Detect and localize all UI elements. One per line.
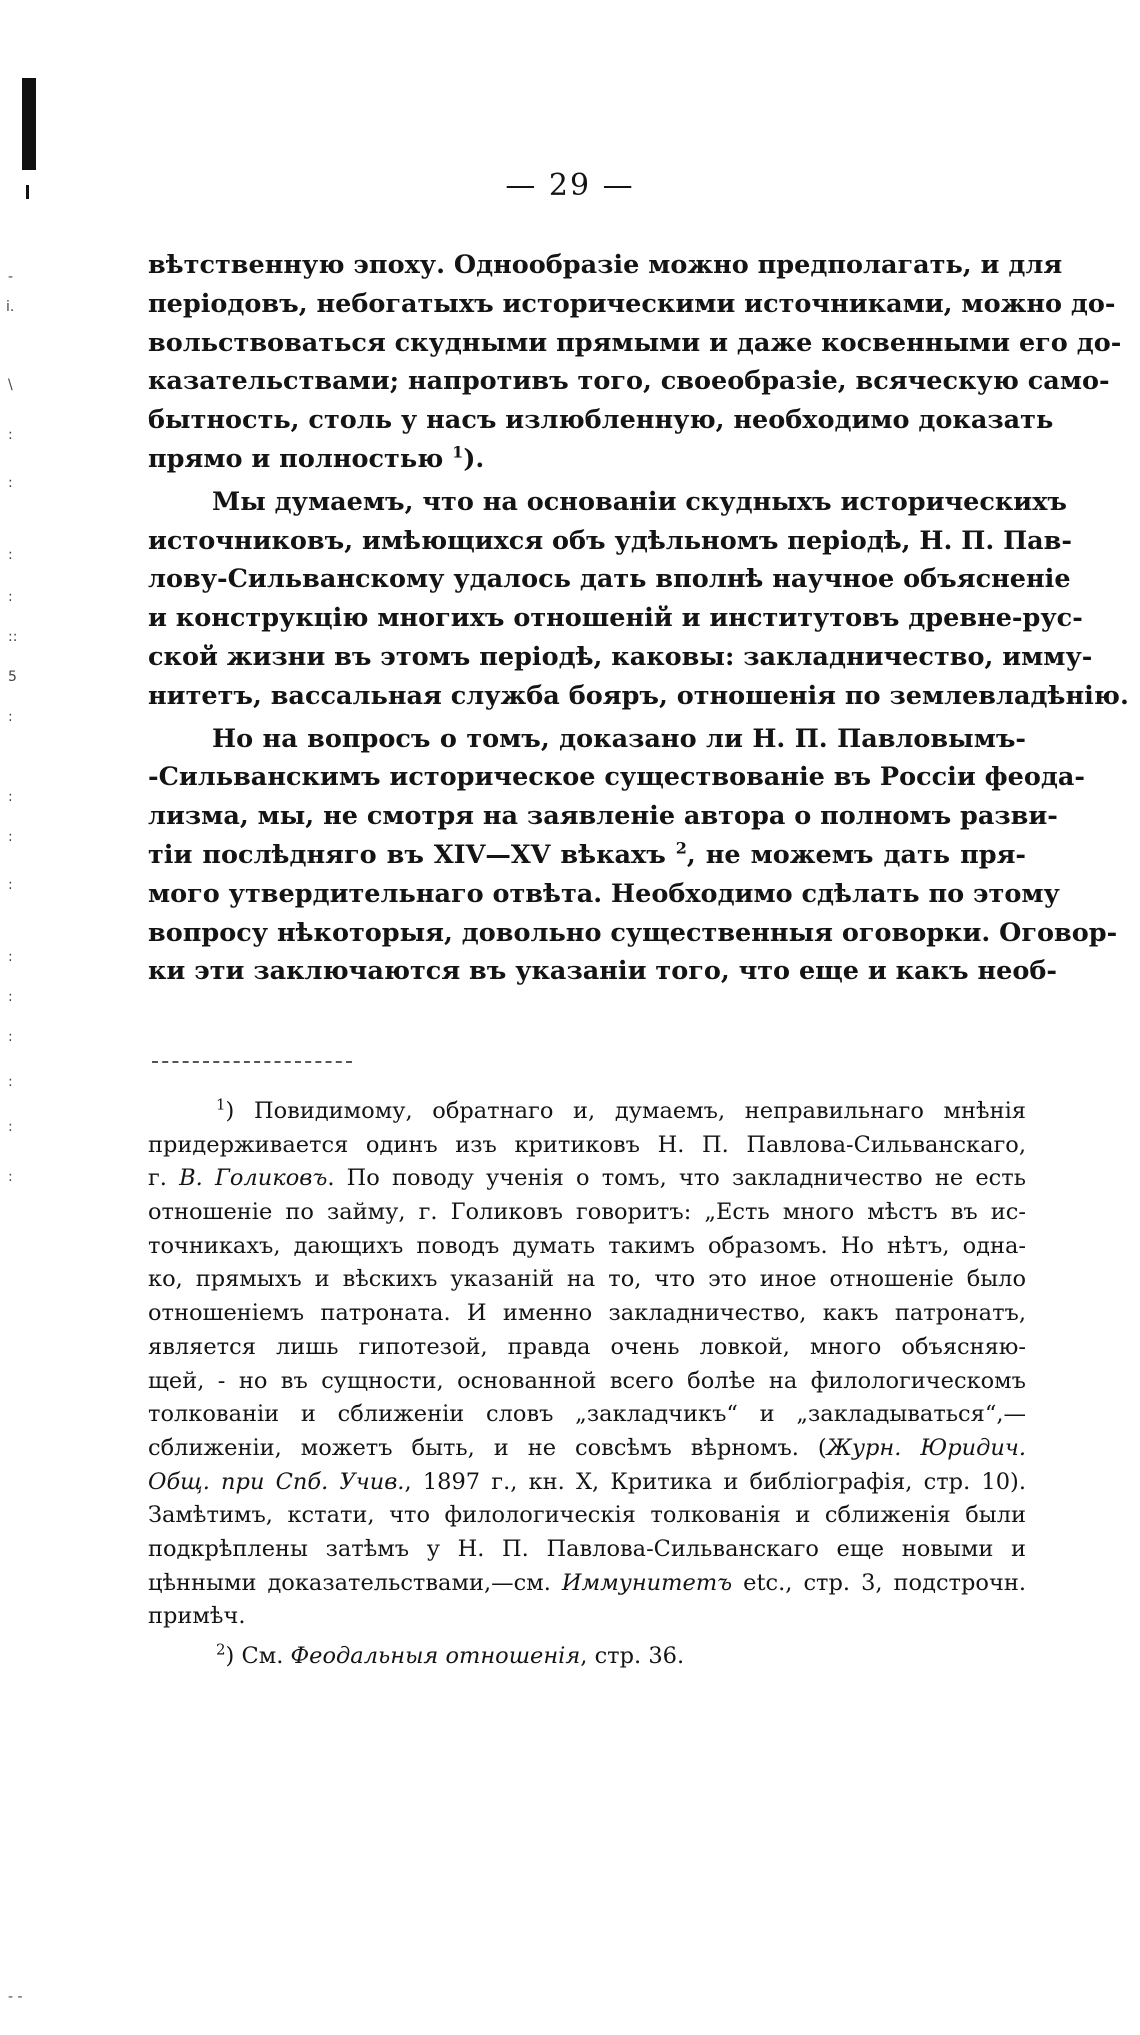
text-fragment: г. (148, 1165, 180, 1192)
text-line: нитетъ, вассальная служба бояръ, отношенія по землевладѣнію. (148, 680, 1129, 711)
footnote-1-line: ко, прямыхъ и вѣскихъ указаній на то, что это иное отношеніе было (148, 1266, 1026, 1293)
italic-journal-title: Журн. Юридич. (826, 1434, 1026, 1461)
text-fragment: цѣнными доказательствами,—см. (148, 1569, 562, 1596)
text-line: казательствами; напротивъ того, своеобразіе, всяческую само- (148, 366, 1110, 397)
footnote-separator (152, 1061, 352, 1063)
text-line: источниковъ, имѣющихся объ удѣльномъ періодѣ, Н. П. Пав- (148, 525, 1072, 556)
footnote-1-line: примѣч. (148, 1603, 246, 1630)
text-line: бытность, столь у насъ излюбленную, необходимо доказать (148, 405, 1054, 436)
italic-work-title: Иммунитетъ (561, 1569, 733, 1596)
text-line: лизма, мы, не смотря на заявленіе автора о полномъ разви- (148, 801, 1058, 832)
text-fragment: etc., стр. 3, подстрочн. (732, 1569, 1026, 1596)
text-line: ской жизни въ этомъ періодѣ, каковы: закладничество, имму- (148, 641, 1093, 672)
text-fragment: прямо и полностью (148, 443, 444, 474)
margin-scan-speck: : (8, 1119, 13, 1135)
margin-scan-speck: - - (8, 1989, 23, 2005)
text-line: -Сильванскимъ историческое существованіе въ Россіи феода- (148, 762, 1085, 793)
italic-work-title: Феодальныя отношенія (290, 1643, 581, 1669)
margin-scan-speck: : (8, 589, 13, 605)
margin-scan-speck: : (8, 877, 13, 893)
footnote-1-line: точникахъ, дающихъ поводъ думать такимъ образомъ. Но нѣтъ, одна- (148, 1232, 1026, 1259)
text-fragment: ). (463, 443, 485, 474)
footnote-ref-1: 1 (452, 442, 464, 462)
margin-scan-speck: \ (8, 377, 13, 393)
text-line: вѣтственную эпоху. Однообразіе можно предполагать, и для (148, 250, 1063, 280)
footnote-1-line (148, 1466, 1026, 1500)
footnote-1-line: щей, - но въ сущности, основанной всего болѣе на филологическомъ (148, 1367, 1026, 1394)
text-fragment: ) См. (225, 1643, 291, 1669)
margin-scan-speck: : (8, 1029, 13, 1045)
footnotes (148, 1095, 1026, 1674)
text-line: Мы думаемъ, что на основаніи скудныхъ историческихъ (212, 486, 1067, 517)
footnote-1-line: отношеніе по займу, г. Голиковъ говоритъ: „Есть много мѣстъ въ ис- (148, 1199, 1026, 1226)
italic-author-name: В. Голиковъ (179, 1165, 328, 1192)
text-line: лову-Сильванскому удалось дать вполнѣ научное объясненіе (148, 564, 1071, 595)
scan-edge-mark (22, 78, 36, 170)
margin-scan-speck: 5 (8, 669, 17, 685)
margin-scan-speck: i. (6, 299, 15, 315)
text-fragment: , не можемъ дать пря- (686, 839, 1026, 870)
margin-scan-speck: : (8, 427, 13, 443)
text-fragment: , стр. 36. (580, 1643, 685, 1669)
text-fragment: сближеніи, можетъ быть, и не совсѣмъ вѣрномъ. ( (148, 1434, 827, 1461)
footnote-1-mark: 1 (216, 1095, 226, 1114)
footnote-1-line: придерживается одинъ изъ критиковъ Н. П. Павлова-Сильванскаго, (148, 1131, 1026, 1158)
margin-scan-speck: : (8, 829, 13, 845)
text-fragment: тіи послѣдняго въ XIV—XV вѣкахъ (148, 839, 666, 870)
text-line: мого утвердительнаго отвѣта. Необходимо сдѣлать по этому (148, 878, 1060, 909)
margin-scan-speck: : (8, 475, 13, 491)
margin-scan-speck: : (8, 989, 13, 1005)
footnote-1-line: Замѣтимъ, кстати, что филологическія толкованія и сближенія были (148, 1502, 1026, 1529)
footnote-ref-2: 2 (675, 838, 687, 858)
footnote-2-mark: 2 (216, 1640, 226, 1659)
margin-scan-speck: : (8, 1169, 13, 1185)
footnote-2-line (148, 1640, 1026, 1674)
text-line: Но на вопросъ о томъ, доказано ли Н. П. Павловымъ- (212, 723, 1026, 754)
margin-scan-speck: : (8, 709, 13, 725)
margin-scan-speck: : (8, 949, 13, 965)
margin-scan-speck: :: (8, 629, 18, 645)
text-line (148, 836, 1026, 875)
footnote-1-line (148, 1095, 1026, 1129)
footnote-1-line (148, 1432, 1026, 1466)
margin-scan-speck: : (8, 547, 13, 563)
page-number: — 29 — (505, 168, 635, 203)
text-line: вопросу нѣкоторыя, довольно существенныя оговорки. Оговор- (148, 917, 1118, 948)
footnote-1-line: толкованіи и сближеніи словъ „закладчикъ“ и „закладываться“,— (148, 1401, 1026, 1428)
text-fragment: . По поводу ученія о томъ, что закладничество не есть (327, 1165, 1026, 1192)
italic-journal-title-cont: Общ. при Спб. Учив. (148, 1468, 405, 1495)
footnote-1-line: подкрѣплены затѣмъ у Н. П. Павлова-Сильванскаго еще новыми и (148, 1535, 1026, 1562)
text-line: и конструкцію многихъ отношеній и институтовъ древне-рус- (148, 603, 1083, 634)
text-fragment: ) Повидимому, обратнаго и, думаемъ, неправильнаго мнѣнія (225, 1098, 1026, 1124)
footnote-1-line (148, 1567, 1026, 1601)
footnote-1-line: является лишь гипотезой, правда очень ловкой, много объясняю- (148, 1333, 1026, 1360)
footnote-1-line: отношеніемъ патроната. И именно закладничество, какъ патронатъ, (148, 1300, 1026, 1327)
margin-scan-speck: - (8, 269, 14, 285)
footnote-1-line (148, 1162, 1026, 1196)
text-fragment: , 1897 г., кн. X, Критика и библіографія, стр. 10). (404, 1468, 1026, 1495)
text-line (148, 440, 1026, 479)
text-line: ки эти заключаются въ указаніи того, что еще и какъ необ- (148, 956, 1057, 987)
margin-scan-speck: : (8, 1074, 13, 1090)
margin-scan-speck: : (8, 789, 13, 805)
main-text (148, 246, 1129, 991)
text-line: періодовъ, небогатыхъ историческими источниками, можно до- (148, 288, 1116, 319)
text-line: вольствоваться скудными прямыми и даже косвенными его до- (148, 327, 1122, 358)
